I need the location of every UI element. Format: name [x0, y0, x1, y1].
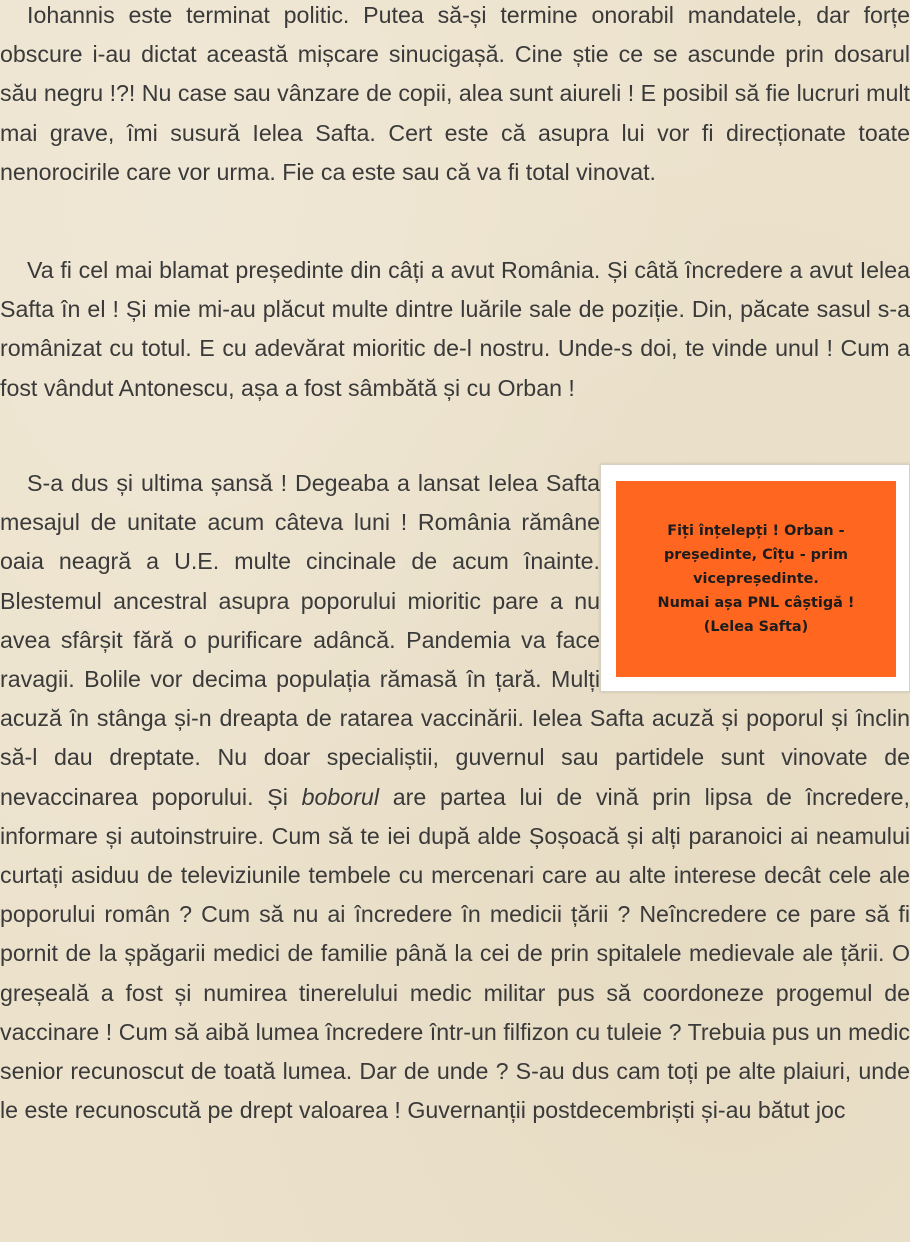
paragraph-3-text-start: S-a dus și ultima șansă ! Degeaba a lansat Ielea Safta mesajul de unitate acum câteva luni ! România rămâne oaia neagră a U.E. multe cincinale de acum înainte. Blestemul ancestral asupra poporului mioritic pare a nu avea sfârșit fără o purificare adâncă. Pandemia va face ravagii. Bolile vor decima populația rămasă în țară. Mulți acuză în stânga și-n dreapta de ratarea vaccinării. Ielea Safta acuză și poporul și înclin să-l dau dreptate. Nu doar specialiștii, guvernul sau partidele sunt vinovate de nevaccinarea poporului. Și: [0, 470, 910, 810]
paragraph-3-text-end: are partea lui de vină prin lipsa de încredere, informare și autoinstruire. Cum să te iei după alde Șoșoacă și alți paranoici ai neamului curtați asiduu de televiziunile tembele cu mercenari care au alte interese decât cele ale poporului român ? Cum să nu ai încredere în medicii țării ? Neîncredere ce pare să fi pornit de la șpăgarii medici de familie până la cei de prin spitalele medievale ale țării. O greșeală a fost și numirea tinerelului medic militar pus să coordoneze progemul de vaccinare ! Cum să aibă lumea încredere într-un filfizon cu tuleie ? Trebuia pus un medic senior recunoscut de toată lumea. Dar de unde ? S-au dus cam toți pe alte plaiuri, unde le este recunoscută pe drept valoarea ! Guvernanții postdecembriști și-au bătut joc: [0, 783, 910, 1124]
paragraph-3-italic-word: boborul: [301, 783, 379, 810]
image-frame: [600, 464, 910, 692]
paragraph-2: Va fi cel mai blamat președinte din câți a avut România. Și câtă încredere a avut Ielea Safta în el ! Și mie mi-au plăcut multe dintre luările sale de poziție. Din, păcate sasul s-a românizat cu totul. E cu adevărat mioritic de-l nostru. Unde-s doi, te vinde unul ! Cum a fost vândut Antonescu, așa a fost sâmbătă și cu Orban !: [0, 257, 910, 401]
paragraph-1: Iohannis este terminat politic. Putea să-și termine onorabil mandatele, dar forțe obscure i-au dictat această mișcare sinucigașă. Cine știe ce se ascunde prin dosarul său negru !?! Nu case sau vânzare de copii, alea sunt aiureli ! E posibil să fie lucruri mult mai grave, îmi susură Ielea Safta. Cert este că asupra lui vor fi direcționate toate nenorocirile care vor urma. Fie ca este sau că va fi total vinovat.: [0, 2, 910, 185]
article-image: [600, 464, 910, 692]
quote-image: [616, 481, 896, 677]
quote-image-text: Fiți înțelepți ! Orban - președinte, Cîțu - prim vicepreședinte. Numai așa PNL câștigă ! (Lelea Safta): [657, 523, 855, 635]
paragraph-3: [0, 464, 910, 1130]
